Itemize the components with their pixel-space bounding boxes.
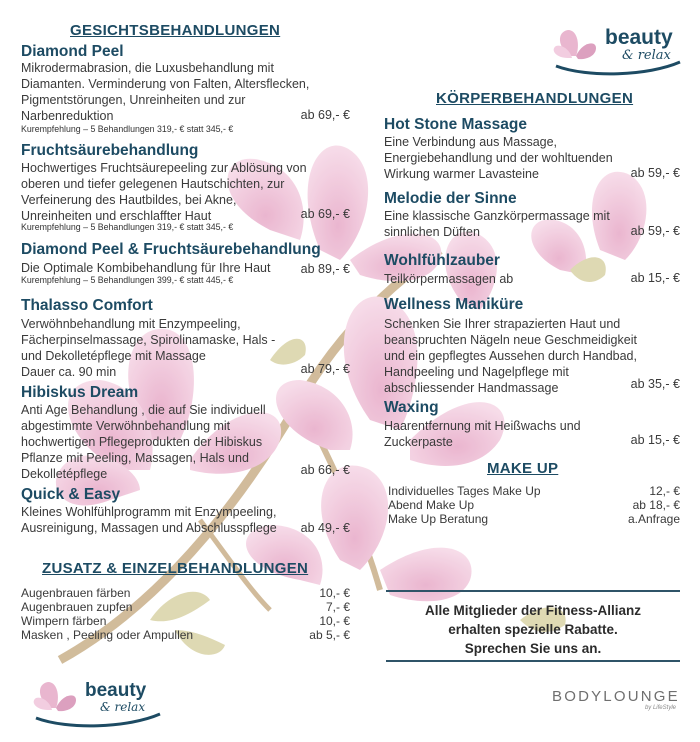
logo-text-beauty: beauty <box>605 26 673 49</box>
cure-combo: Kurempfehlung – 5 Behandlungen 399,- € statt 445,- € <box>21 275 234 285</box>
desc-line: abschliessender Handmassage <box>384 381 559 395</box>
item-title-wohlfuehlzauber: Wohlfühlzauber <box>384 252 500 269</box>
item-desc-diamond-peel <box>21 60 309 124</box>
body-heading: KÖRPERBEHANDLUNGEN <box>436 90 634 107</box>
price-melodie: ab 59,- € <box>630 224 680 238</box>
price-hot-stone: ab 59,- € <box>630 166 680 180</box>
item-desc-melodie <box>384 208 610 240</box>
item-title-hot-stone: Hot Stone Massage <box>384 116 527 133</box>
desc-line: Dekolletépflege <box>21 467 108 481</box>
desc-line: und ein gepflegtes Aussehen durch Handbad, <box>384 349 637 363</box>
desc-line: Verfeinerung des Hautbildes, bei Akne, <box>21 193 237 207</box>
item-title-diamond-peel: Diamond Peel <box>21 43 124 60</box>
price-quick-easy: ab 49,- € <box>300 521 350 535</box>
cure-diamond-peel: Kurempfehlung – 5 Behandlungen 319,- € statt 345,- € <box>21 124 234 134</box>
item-desc-manikuere <box>384 316 637 396</box>
extra-label: Masken , Peeling oder Ampullen <box>21 628 194 642</box>
bodylounge-logo <box>552 688 682 711</box>
desc-line: Kleines Wohlfühlprogramm mit Enzympeeling, <box>21 505 277 519</box>
price-thalasso: ab 79,- € <box>300 362 350 376</box>
desc-line: sinnlichen Düften <box>384 225 480 239</box>
desc-line: Anti Age Behandlung , die auf Sie individuell <box>21 403 266 417</box>
item-desc-quick-easy <box>21 504 277 536</box>
makeup-price: a.Anfrage <box>627 512 680 526</box>
extra-price: 7,- € <box>325 600 350 614</box>
item-title-quick-easy: Quick & Easy <box>21 486 121 503</box>
promo-bottom-rule <box>386 660 680 662</box>
extra-label: Augenbrauen zupfen <box>21 600 133 614</box>
extra-price: 10,- € <box>319 586 350 600</box>
beauty-relax-logo-top <box>548 18 684 76</box>
item-title-combo: Diamond Peel & Fruchtsäurebehandlung <box>21 241 321 258</box>
desc-line: Wirkung warmer Lavasteine <box>384 167 539 181</box>
desc-line: Schenken Sie Ihrer strapazierten Haut und <box>384 317 621 331</box>
item-desc-thalasso <box>21 316 275 380</box>
item-desc-combo <box>21 260 270 276</box>
makeup-label: Abend Make Up <box>388 498 475 512</box>
extras-heading: ZUSATZ & EINZELBEHANDLUNGEN <box>42 560 309 577</box>
price-hibiskus: ab 66,- € <box>300 463 350 477</box>
item-title-thalasso: Thalasso Comfort <box>21 297 153 314</box>
extra-label: Wimpern färben <box>21 614 107 628</box>
price-manikuere: ab 35,- € <box>630 377 680 391</box>
promo-line: erhalten spezielle Rabatte. <box>448 622 618 637</box>
promo-text <box>386 601 680 658</box>
desc-line: Mikrodermabrasion, die Luxusbehandlung mit <box>21 61 274 75</box>
item-title-fruchtsaeure: Fruchtsäurebehandlung <box>21 142 199 159</box>
desc-line: beanspruchten Nägeln neue Geschmeidigkeit <box>384 333 637 347</box>
brand-name: BODYLOUNGE <box>552 688 680 705</box>
extra-label: Augenbrauen färben <box>21 586 131 600</box>
makeup-label: Individuelles Tages Make Up <box>388 484 541 498</box>
item-desc-hot-stone <box>384 134 613 182</box>
price-diamond-peel: ab 69,- € <box>300 108 350 122</box>
desc-line: Fächerpinselmassage, Spirolinamaske, Hals - <box>21 333 276 347</box>
desc-line: Zuckerpaste <box>384 435 453 449</box>
item-desc-wohlfuehlzauber <box>384 271 513 287</box>
promo-top-rule <box>386 590 680 592</box>
desc-line: Die Optimale Kombibehandlung für Ihre Haut <box>21 261 271 275</box>
desc-line: Verwöhnbehandlung mit Enzympeeling, <box>21 317 241 331</box>
desc-line: hochwertigen Pflegeprodukten der Hibiskus <box>21 435 263 449</box>
extra-price: ab 5,- € <box>309 628 350 642</box>
desc-line: Dauer ca. 90 min <box>21 365 117 379</box>
desc-line: Narbenreduktion <box>21 109 114 123</box>
price-wohlfuehlzauber: ab 15,- € <box>630 271 680 285</box>
price-fruchtsaeure: ab 69,- € <box>300 207 350 221</box>
logo-text-relax: & relax <box>622 48 671 63</box>
desc-line: Diamanten. Verminderung von Falten, Altersflecken, <box>21 77 310 91</box>
item-title-manikuere: Wellness Maniküre <box>384 296 524 313</box>
desc-line: Pflanze mit Peeling, Massagen, Hals und <box>21 451 249 465</box>
item-desc-fruchtsaeure <box>21 160 307 224</box>
promo-line: Alle Mitglieder der Fitness-Allianz <box>424 603 642 618</box>
makeup-price: 12,- € <box>649 484 680 498</box>
item-title-waxing: Waxing <box>384 399 439 416</box>
desc-line: Unreinheiten und erschlaffter Haut <box>21 209 212 223</box>
extra-price: 10,- € <box>319 614 350 628</box>
facial-heading: GESICHTSBEHANDLUNGEN <box>70 22 281 39</box>
makeup-heading: MAKE UP <box>487 460 559 477</box>
promo-line: Sprechen Sie uns an. <box>464 641 602 656</box>
makeup-price: ab 18,- € <box>632 498 680 512</box>
item-title-melodie: Melodie der Sinne <box>384 190 517 207</box>
desc-line: Hochwertiges Fruchtsäurepeeling zur Ablösung von <box>21 161 307 175</box>
beauty-relax-logo-bottom <box>28 670 164 728</box>
desc-line: oberen und tiefer gelegenen Hautschichten, zur <box>21 177 285 191</box>
item-title-hibiskus: Hibiskus Dream <box>21 384 139 401</box>
desc-line: und Dekolletépflege mit Massage <box>21 349 206 363</box>
brand-tagline: by LifeStyle <box>644 705 676 711</box>
desc-line: Eine Verbindung aus Massage, <box>384 135 558 149</box>
item-desc-hibiskus <box>21 402 266 482</box>
desc-line: Eine klassische Ganzkörpermassage mit <box>384 209 610 223</box>
desc-line: Energiebehandlung und der wohltuenden <box>384 151 613 165</box>
makeup-label: Make Up Beratung <box>388 512 489 526</box>
price-waxing: ab 15,- € <box>630 433 680 447</box>
cure-fruchtsaeure: Kurempfehlung – 5 Behandlungen 319,- € statt 345,- € <box>21 222 234 232</box>
desc-line: Handpeeling und Nagelpflege mit <box>384 365 569 379</box>
desc-line: abgestimmte Verwöhnbehandlung mit <box>21 419 231 433</box>
price-combo: ab 89,- € <box>300 262 350 276</box>
desc-line: Teilkörpermassagen ab <box>384 272 514 286</box>
desc-line: Haarentfernung mit Heißwachs und <box>384 419 581 433</box>
logo-text-beauty: beauty <box>85 680 147 701</box>
item-desc-waxing <box>384 418 581 450</box>
logo-text-relax: & relax <box>100 700 146 714</box>
desc-line: Ausreinigung, Massagen und Abschlusspflege <box>21 521 277 535</box>
desc-line: Pigmentstörungen, Unreinheiten und zur <box>21 93 246 107</box>
